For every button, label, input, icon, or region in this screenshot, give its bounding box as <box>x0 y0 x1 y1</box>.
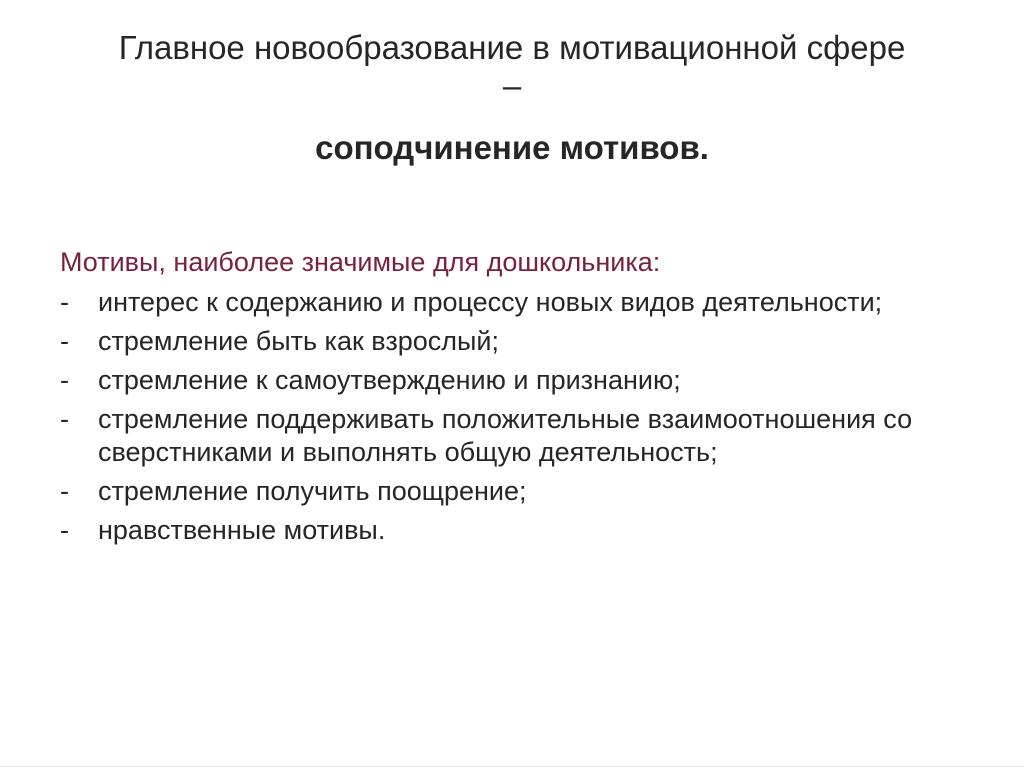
list-item <box>60 475 960 508</box>
bullet-dash: - <box>60 287 69 317</box>
list-item-text: стремление поддерживать положительные взаимоотношения со сверстниками и выполнять общую деятельность; <box>98 404 913 467</box>
list-item <box>60 325 960 358</box>
slide-body <box>60 246 960 553</box>
list-item-text: стремление к самоутверждению и признанию; <box>98 365 681 395</box>
bullet-dash: - <box>60 404 69 434</box>
slide-subtitle: соподчинение мотивов. <box>315 129 709 166</box>
list-item-text: стремление получить поощрение; <box>98 476 527 506</box>
list-item-text: интерес к содержанию и процессу новых видов деятельности; <box>98 287 883 317</box>
bullet-dash: - <box>60 326 69 356</box>
list-item <box>60 514 960 547</box>
slide-title-dash: – <box>502 67 522 104</box>
bullet-dash: - <box>60 515 69 545</box>
bullet-dash: - <box>60 365 69 395</box>
motives-intro: Мотивы, наиболее значимые для дошкольника: <box>60 247 661 277</box>
list-item <box>60 364 960 397</box>
slide-title-line-1: Главное новообразование в мотивационной сфере <box>118 29 906 66</box>
bullet-dash: - <box>60 476 69 506</box>
list-item <box>60 286 960 319</box>
list-item-text: нравственные мотивы. <box>98 515 386 545</box>
list-item <box>60 403 960 469</box>
list-item-text: стремление быть как взрослый; <box>98 326 499 356</box>
motives-list <box>60 286 960 547</box>
